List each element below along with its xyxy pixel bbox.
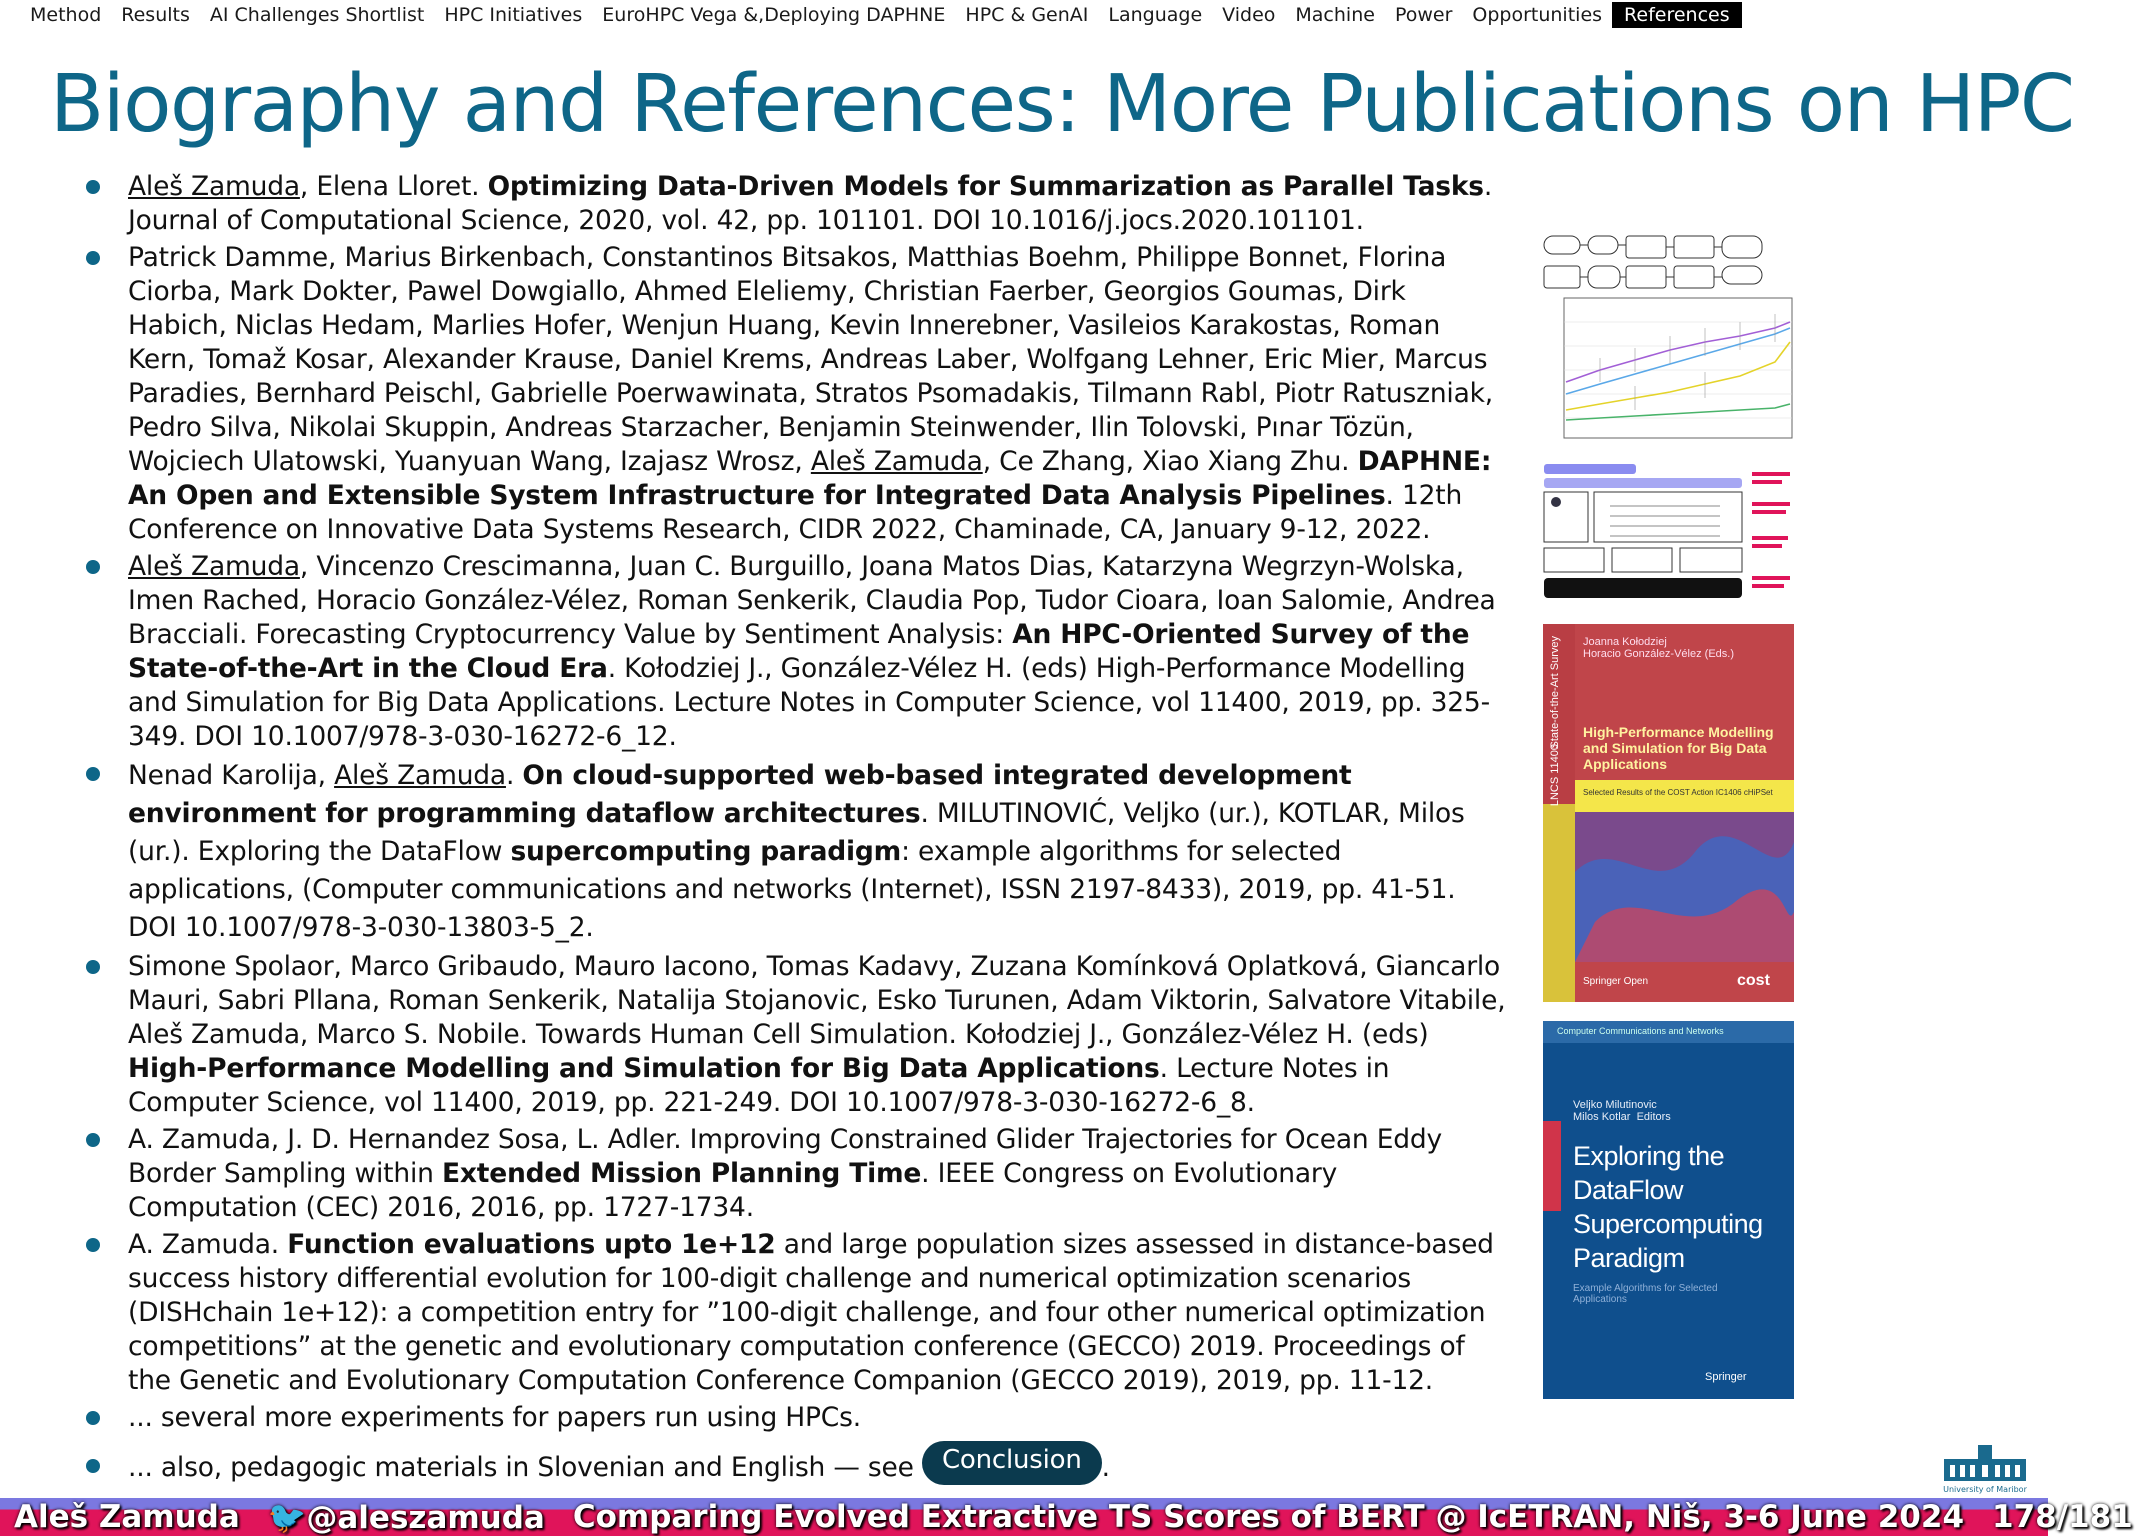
nav-item-hpc-initiatives[interactable]: HPC Initiatives xyxy=(444,4,583,26)
author-link[interactable]: Aleš Zamuda xyxy=(128,551,300,582)
author-link[interactable]: Aleš Zamuda xyxy=(334,760,506,791)
book-side-label: State-of-the-Art Survey xyxy=(1549,636,1561,749)
reference-item xyxy=(128,1401,1508,1435)
book-series: Computer Communications and Networks xyxy=(1557,1026,1724,1036)
university-logo-icon xyxy=(1940,1443,2030,1493)
pipeline-chart-figure xyxy=(1540,232,1796,444)
reference-authors: A. Zamuda, J. D. Hernandez Sosa, L. Adler. Improving Constrained Glider Trajectories for Ocean Eddy Border Sampling within xyxy=(128,1124,1442,1189)
reference-details: . Lecture Notes in Computer Science, vol 11400, 2019, pp. 221-249. DOI 10.1007/978-3-030-16272-6_8. xyxy=(128,1053,1390,1118)
bullet-icon xyxy=(86,1133,100,1147)
reference-authors: Simone Spolaor, Marco Gribaudo, Mauro Iacono, Tomas Kadavy, Zuzana Komínková Oplatková, Giancarlo Mauri, Sabri Pllana, Roman Senkerik, Natalija Stojanovic, Esko Turunen, Adam Viktorin, Salvatore Vitabile, Aleš Zamuda, Marco S. Nobile. Towards Human Cell Simulation. Kołodziej J., González-Vélez H. (eds) xyxy=(128,951,1506,1050)
reference-authors: Nenad Karolija, xyxy=(128,760,335,791)
university-logo-caption: University of Maribor xyxy=(1943,1485,2027,1494)
bullet-icon xyxy=(86,251,100,265)
book-editors: Veljko Milutinovic Milos Kotlar Editors xyxy=(1573,1099,1671,1123)
nav-item-ai-challenges[interactable]: AI Challenges Shortlist xyxy=(209,4,425,26)
reference-authors-tail: . xyxy=(505,760,523,791)
bullet-icon xyxy=(86,560,100,574)
reference-item xyxy=(128,1445,1508,1493)
book-subtitle: Selected Results of the COST Action IC1406 cHiPSet xyxy=(1583,788,1773,797)
nav-item-language[interactable]: Language xyxy=(1108,4,1203,26)
book-cover-art xyxy=(1575,812,1794,962)
reference-note: ... also, pedagogic materials in Slovenian and English — see xyxy=(128,1452,922,1483)
footer-twitter[interactable] xyxy=(254,1499,559,1536)
reference-mid: . MILUTINOVIĆ, Veljko (ur.), KOTLAR, Milos (ur.). Exploring the DataFlow xyxy=(128,798,1465,867)
footer-talk-title: Comparing Evolved Extractive TS Scores of BERT @ IcETRAN, Niš, 3-6 June 2024 xyxy=(572,1499,1965,1535)
nav-item-machine[interactable]: Machine xyxy=(1295,4,1375,26)
cost-logo-icon: cost xyxy=(1737,972,1770,989)
reference-authors: Patrick Damme, Marius Birkenbach, Constantinos Bitsakos, Matthias Boehm, Philippe Bonnet, Florina Ciorba, Mark Dokter, Pawel Dowgiallo, Ahmed Eleliemy, Christian Faerber, Georgios Goumas, Dirk Habich, Niclas Hedam, Marlies Hofer, Wenjun Huang, Kevin Innerebner, Vasileios Karakostas, Roman Kern, Tomaž Kosar, Alexander Krause, Daniel Krems, Andreas Laber, Wolfgang Lehner, Eric Mier, Marcus Paradies, Bernhard Peischl, Gabrielle Poerwawinata, Stratos Psomadakis, Tilmann Rabl, Piotr Ratuszniak, Pedro Silva, Nikolai Skuppin, Andreas Starzacher, Benjamin Steinwender, Ilin Tolovski, Pınar Tözün, Wojciech Ulatowski, Yuanyuan Wang, Izajasz Wrosz, xyxy=(128,242,1493,477)
bullet-icon xyxy=(86,1459,100,1473)
bullet-icon xyxy=(86,1238,100,1252)
reference-item xyxy=(128,550,1508,754)
reference-details: : example algorithms for selected applications, (Computer communications and networks (Internet), ISSN 2197-8433), 2019, pp. 41-51. DOI 10.1007/978-3-030-13803-5_2. xyxy=(128,836,1456,943)
nav-item-results[interactable]: Results xyxy=(121,4,190,26)
author-link[interactable]: Aleš Zamuda xyxy=(128,171,300,202)
book-cover-dataflow xyxy=(1543,1021,1794,1399)
reference-title: High-Performance Modelling and Simulation for Big Data Applications xyxy=(128,1053,1160,1084)
bullet-icon xyxy=(86,180,100,194)
footer-page-number: 178/181 xyxy=(1992,1499,2133,1535)
nav-item-video[interactable]: Video xyxy=(1222,4,1276,26)
book-title: High-Performance Modelling and Simulation for Big Data Applications xyxy=(1583,724,1774,772)
nav-item-method[interactable]: Method xyxy=(30,4,102,26)
reference-details: and large population sizes assessed in distance-based success history differential evolution for 100-digit challenge and numerical optimization scenarios (DISHchain 1e+12): a competition entry for ”100-digit challenge, and four other numerical optimization competitions” at the genetic and evolutionary computation conference (GECCO) 2019. Proceedings of the Genetic and Evolutionary Computation Conference Companion (GECCO 2019), 2019, pp. 11-12. xyxy=(128,1229,1494,1396)
reference-note: ... several more experiments for papers run using HPCs. xyxy=(128,1402,861,1433)
conclusion-button[interactable]: Conclusion xyxy=(922,1441,1102,1485)
nav-item-opportunities[interactable]: Opportunities xyxy=(1472,4,1603,26)
bullet-icon xyxy=(86,960,100,974)
reference-authors: A. Zamuda. xyxy=(128,1229,288,1260)
bullet-icon xyxy=(86,767,100,781)
reference-item xyxy=(128,241,1508,547)
reference-authors-tail: , Ce Zhang, Xiao Xiang Zhu. xyxy=(982,446,1358,477)
daphne-architecture-figure xyxy=(1540,462,1796,604)
reference-item xyxy=(128,950,1508,1120)
book-editors: Joanna Kołodziej Horacio González-Vélez (Eds.) xyxy=(1583,636,1735,660)
reference-details: . Kołodziej J., González-Vélez H. (eds) High-Performance Modelling and Simulation for Big Data Applications. Lecture Notes in Computer Science, vol 11400, 2019, pp. 325-349. DOI 10.1007/978-3-030-16272-6_12. xyxy=(128,653,1490,752)
reference-details: . Journal of Computational Science, 2020, vol. 42, pp. 101101. DOI 10.1016/j.jocs.2020.101101. xyxy=(128,171,1493,236)
reference-title: Optimizing Data-Driven Models for Summarization as Parallel Tasks xyxy=(487,171,1484,202)
top-navigation xyxy=(0,0,1742,30)
reference-item xyxy=(128,170,1508,238)
reference-details: . IEEE Congress on Evolutionary Computation (CEC) 2016, 2016, pp. 1727-1734. xyxy=(128,1158,1338,1223)
book-subtitle: Example Algorithms for Selected Applications xyxy=(1573,1283,1718,1305)
twitter-bird-icon: 🐦 xyxy=(267,1499,307,1536)
reference-title-secondary: supercomputing paradigm xyxy=(510,836,902,867)
reference-note-tail: . xyxy=(1101,1452,1110,1483)
page-title: Biography and References: More Publications on HPC xyxy=(50,58,2074,150)
reference-title: On cloud-supported web-based integrated development environment for programming dataflow architectures xyxy=(128,760,1352,829)
reference-item xyxy=(128,757,1508,947)
footer-author: Aleš Zamuda xyxy=(14,1499,240,1535)
nav-item-eurohpc-vega[interactable]: EuroHPC Vega &,Deploying DAPHNE xyxy=(602,4,946,26)
reference-list xyxy=(128,170,1508,1496)
author-link[interactable]: Aleš Zamuda xyxy=(810,446,983,477)
reference-details: . 12th Conference on Innovative Data Systems Research, CIDR 2022, Chaminade, CA, January 9-12, 2022. xyxy=(128,480,1463,545)
reference-title: An HPC-Oriented Survey of the State-of-the-Art in the Cloud Era xyxy=(128,619,1470,684)
reference-authors: , Vincenzo Crescimanna, Juan C. Burguillo, Joana Matos Dias, Katarzyna Wegrzyn-Wolska, Imen Rached, Horacio González-Vélez, Roman Senkerik, Claudia Pop, Tudor Cioara, Ioan Salomie, Andrea Bracciali. Forecasting Cryptocurrency Value by Sentiment Analysis: xyxy=(128,551,1496,650)
nav-item-power[interactable]: Power xyxy=(1394,4,1453,26)
reference-authors: , Elena Lloret. xyxy=(299,171,488,202)
reference-item xyxy=(128,1228,1508,1398)
book-cover-hpc-modelling xyxy=(1543,624,1794,1002)
bullet-icon xyxy=(86,1411,100,1425)
book-red-accent xyxy=(1543,1121,1561,1211)
reference-title: Function evaluations upto 1e+12 xyxy=(287,1229,776,1260)
book-series: LNCS 11400 xyxy=(1549,744,1561,807)
nav-item-references[interactable]: References xyxy=(1612,2,1742,28)
reference-title: Extended Mission Planning Time xyxy=(441,1158,922,1189)
reference-item xyxy=(128,1123,1508,1225)
footer-bar xyxy=(0,1498,2133,1536)
footer-twitter-handle: @aleszamuda xyxy=(306,1499,545,1536)
nav-item-hpc-genai[interactable]: HPC & GenAI xyxy=(965,4,1089,26)
book-publisher: Springer xyxy=(1705,1371,1747,1383)
reference-title: DAPHNE: An Open and Extensible System Infrastructure for Integrated Data Analysis Pipelines xyxy=(128,446,1492,511)
book-title: Exploring the DataFlow Supercomputing Paradigm xyxy=(1573,1141,1763,1273)
book-publisher: Springer Open xyxy=(1583,976,1649,987)
